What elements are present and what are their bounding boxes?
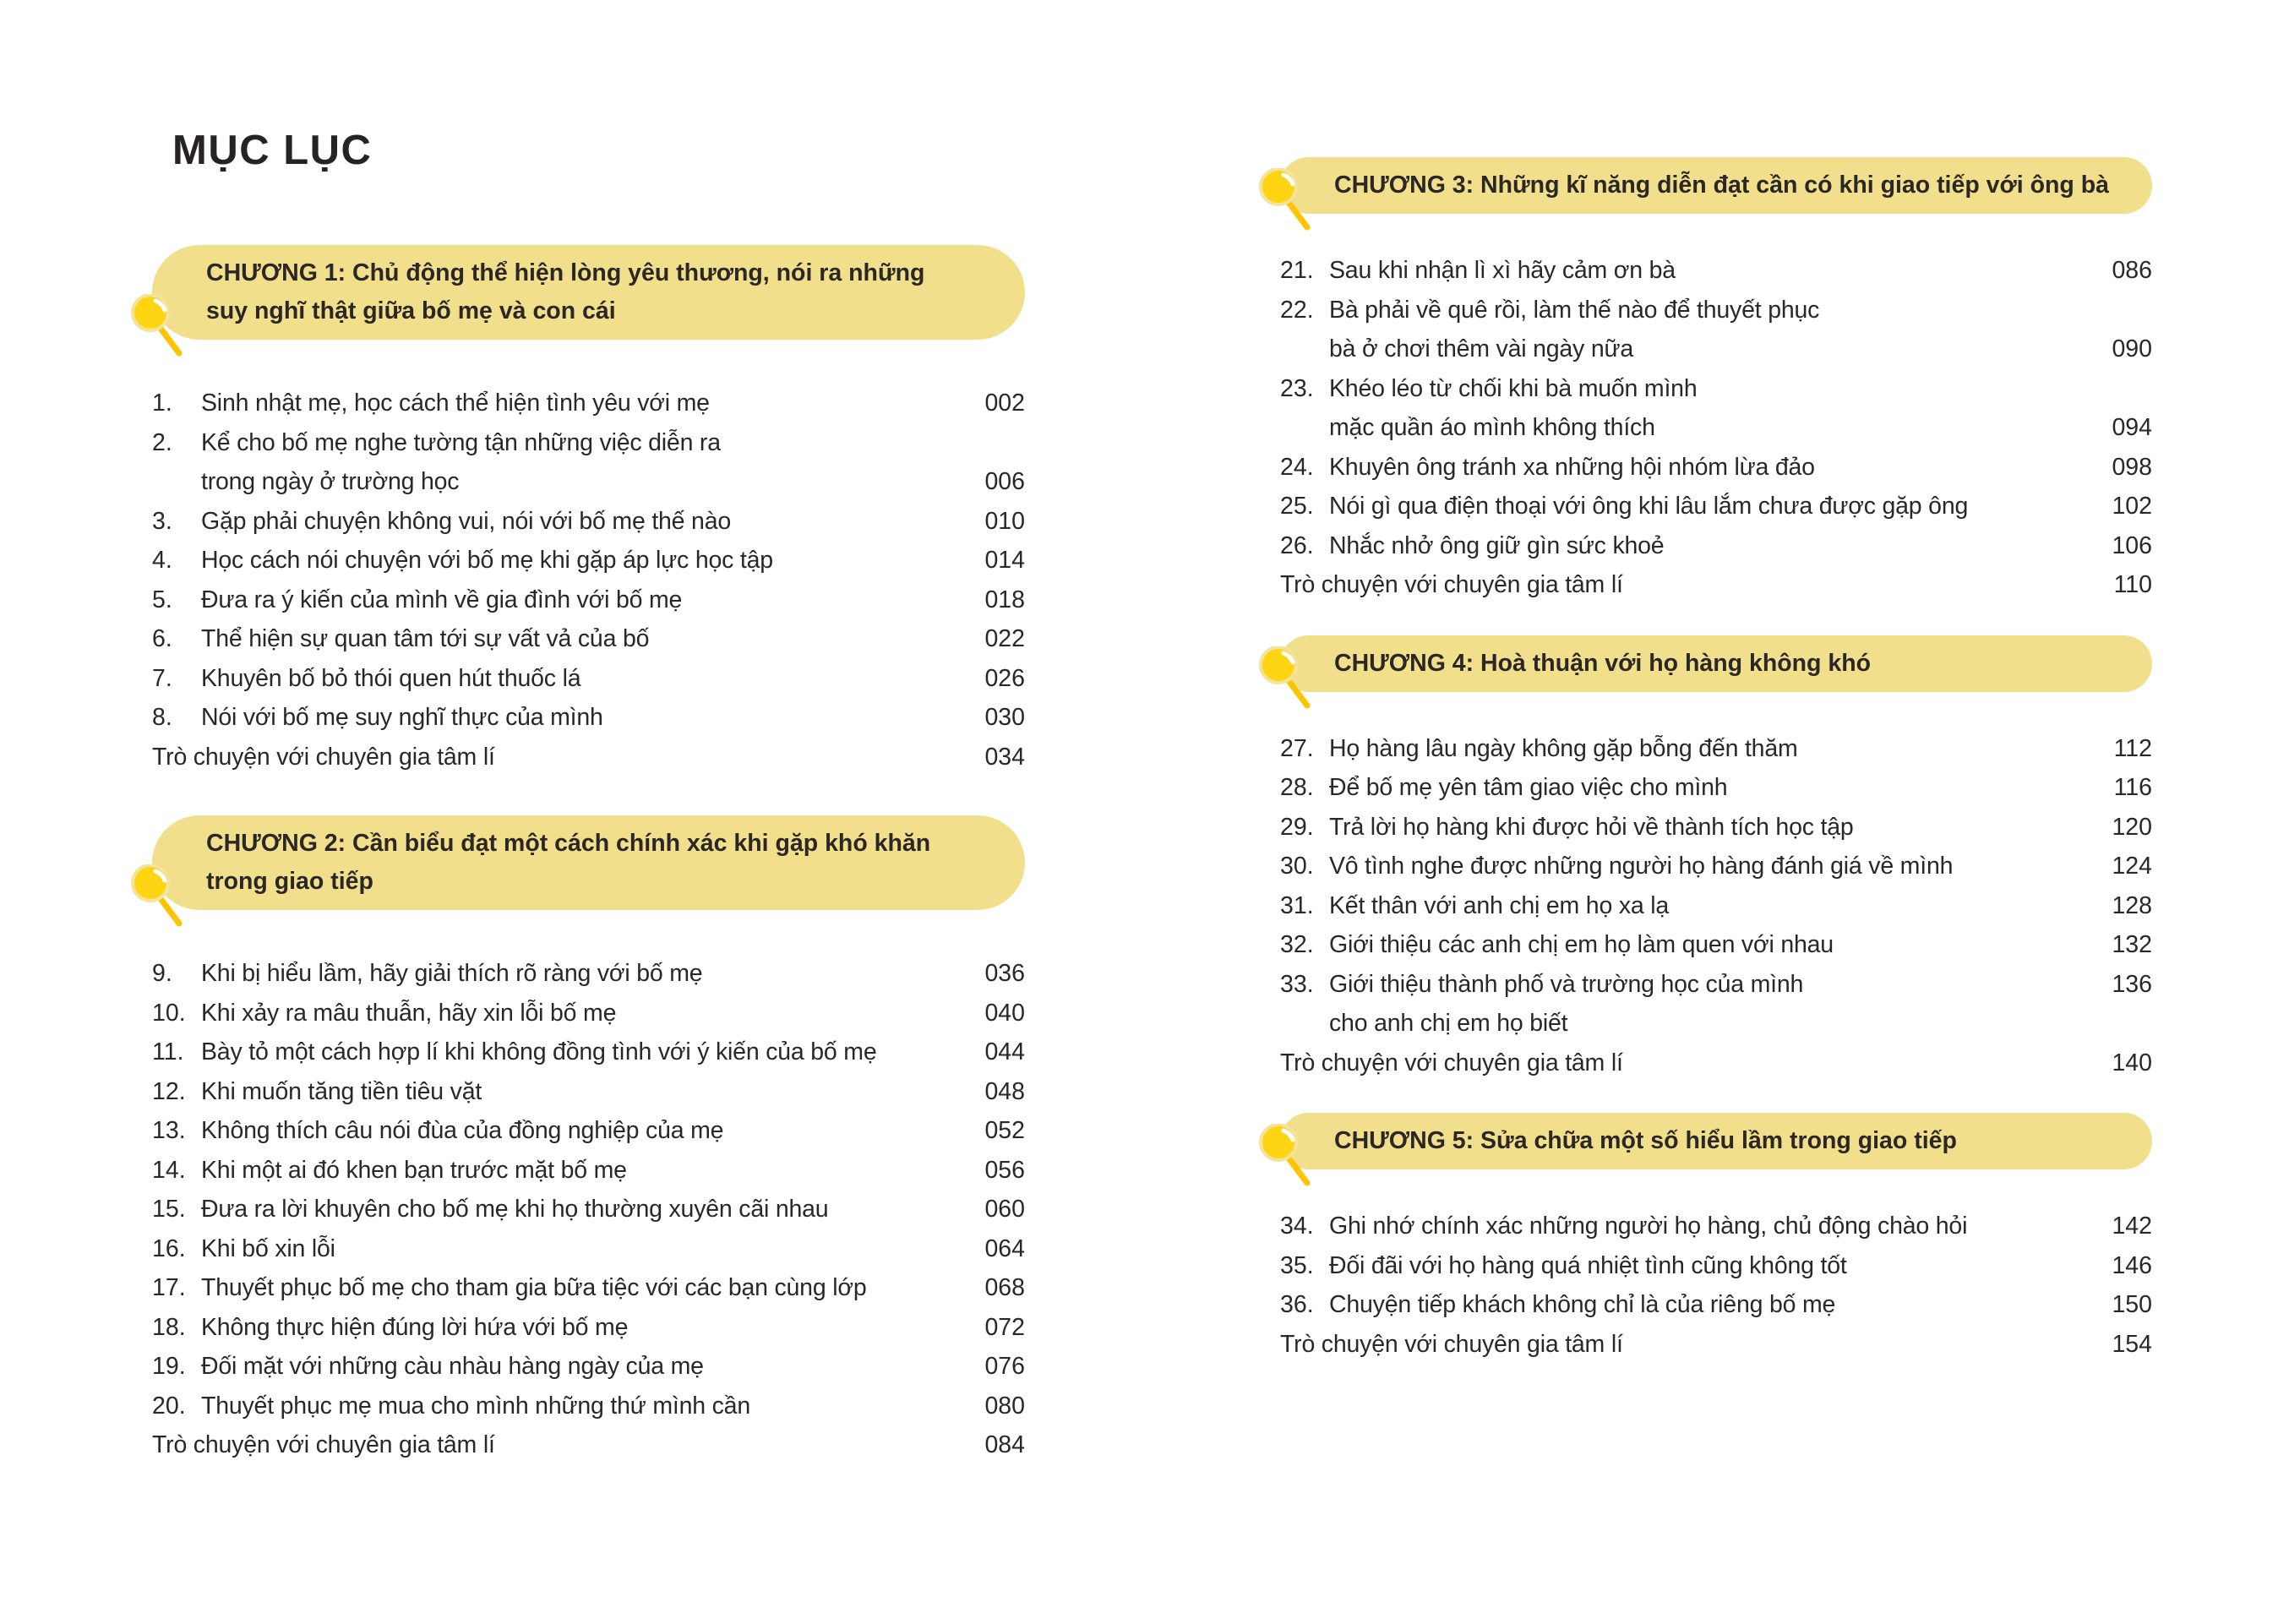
entry-text: Khi muốn tăng tiền tiêu vặt (201, 1077, 482, 1105)
entry-page-number: 106 (2112, 531, 2152, 559)
entry-text: Bà phải về quê rồi, làm thế nào để thuyết phục (1329, 296, 1820, 324)
entry-text: Trò chuyện với chuyên gia tâm lí (1280, 1049, 1623, 1076)
entry-number: 9. (152, 960, 172, 987)
toc-entry (1280, 369, 2152, 409)
entry-page-number: 014 (984, 547, 1025, 574)
entry-page-number: 052 (984, 1117, 1025, 1144)
pushpin-icon (130, 864, 191, 927)
toc-entry (1280, 526, 2152, 566)
entry-number: 16. (152, 1234, 186, 1262)
entry-text: Họ hàng lâu ngày không gặp bỗng đến thăm (1329, 734, 1798, 762)
entry-number: 21. (1280, 257, 1314, 284)
chapter-banner (152, 245, 1025, 340)
entry-number: 31. (1280, 891, 1314, 919)
toc-entry (152, 1072, 1025, 1112)
entry-text: Trò chuyện với chuyên gia tâm lí (1280, 571, 1623, 598)
entry-number: 28. (1280, 774, 1314, 801)
pushpin-icon (1258, 168, 1319, 231)
entry-page-number: 090 (2112, 335, 2152, 362)
column-left (152, 245, 1025, 1504)
entry-page-number: 044 (984, 1038, 1025, 1065)
entry-text: Đối đãi với họ hàng quá nhiệt tình cũng không tốt (1329, 1251, 1847, 1279)
entry-text: Bày tỏ một cách hợp lí khi không đồng tình với ý kiến của bố mẹ (201, 1038, 877, 1065)
entry-text: Nói với bố mẹ suy nghĩ thực của mình (201, 704, 603, 731)
entry-page-number: 146 (2112, 1251, 2152, 1279)
toc-expert-talk-entry (1280, 565, 2152, 605)
entry-number: 4. (152, 547, 172, 574)
entry-page-number: 112 (2113, 734, 2152, 762)
chapter-banner (1280, 635, 2152, 692)
chapter-entries (1280, 729, 2152, 1083)
toc-entry (152, 994, 1025, 1033)
toc-expert-talk-entry (152, 1425, 1025, 1465)
entry-page-number: 140 (2112, 1049, 2152, 1076)
entry-text: cho anh chị em họ biết (1329, 1010, 1568, 1037)
toc-entry (152, 1229, 1025, 1269)
toc-entry (152, 1151, 1025, 1191)
toc-entry (1280, 291, 2152, 330)
entry-text: Khi bị hiểu lầm, hãy giải thích rõ ràng với bố mẹ (201, 960, 703, 987)
entry-text: Không thích câu nói đùa của đồng nghiệp của mẹ (201, 1117, 724, 1144)
chapter-title: CHƯƠNG 2: Cần biểu đạt một cách chính xác khi gặp khó khăn (206, 830, 931, 857)
toc-entry (1280, 808, 2152, 847)
entry-number: 13. (152, 1117, 186, 1144)
entry-text: Kết thân với anh chị em họ xa lạ (1329, 891, 1670, 919)
entry-text: Sinh nhật mẹ, học cách thể hiện tình yêu với mẹ (201, 390, 710, 417)
entry-text: Trò chuyện với chuyên gia tâm lí (152, 1431, 495, 1458)
chapter-section (1280, 1113, 2152, 1364)
entry-text: Khuyên bố bỏ thói quen hút thuốc lá (201, 664, 581, 692)
entry-page-number: 094 (2112, 414, 2152, 441)
entry-text: Vô tình nghe được những người họ hàng đánh giá về mình (1329, 853, 1954, 880)
entry-number: 24. (1280, 453, 1314, 481)
entry-page-number: 034 (984, 743, 1025, 771)
chapter-title: CHƯƠNG 4: Hoà thuận với họ hàng không khó (1334, 649, 1872, 677)
toc-expert-talk-entry (1280, 1044, 2152, 1083)
toc-entry (1280, 847, 2152, 886)
chapter-title: CHƯƠNG 5: Sửa chữa một số hiểu lầm trong giao tiếp (1334, 1127, 1957, 1154)
entry-text: Thể hiện sự quan tâm tới sự vất vả của bố (201, 625, 650, 652)
entry-number: 8. (152, 704, 172, 731)
entry-text: Khi xảy ra mâu thuẫn, hãy xin lỗi bố mẹ (201, 999, 617, 1027)
entry-page-number: 040 (984, 999, 1025, 1027)
chapter-section (1280, 635, 2152, 1083)
toc-entry (152, 1387, 1025, 1426)
toc-entry (1280, 768, 2152, 808)
entry-page-number: 116 (2113, 774, 2152, 801)
entry-text: Khuyên ông tránh xa những hội nhóm lừa đảo (1329, 453, 1815, 481)
entry-number: 35. (1280, 1251, 1314, 1279)
toc-entry (1280, 487, 2152, 526)
entry-text: Giới thiệu thành phố và trường học của mình (1329, 970, 1804, 998)
entry-page-number: 026 (984, 664, 1025, 692)
entry-page-number: 072 (984, 1313, 1025, 1341)
chapter-banner (152, 815, 1025, 910)
entry-number: 23. (1280, 374, 1314, 402)
entry-text: Thuyết phục bố mẹ cho tham gia bữa tiệc với các bạn cùng lớp (201, 1274, 867, 1301)
entry-text: Học cách nói chuyện với bố mẹ khi gặp áp lực học tập (201, 547, 773, 574)
entry-number: 26. (1280, 531, 1314, 559)
entry-number: 14. (152, 1156, 186, 1184)
entry-number: 30. (1280, 853, 1314, 880)
entry-page-number: 048 (984, 1077, 1025, 1105)
entry-text: Trả lời họ hàng khi được hỏi về thành tích học tập (1329, 813, 1854, 841)
entry-text: Kể cho bố mẹ nghe tường tận những việc diễn ra (201, 428, 721, 456)
entry-number: 18. (152, 1313, 186, 1341)
toc-entry (1280, 1207, 2152, 1246)
entry-page-number: 142 (2112, 1213, 2152, 1240)
toc-entry (152, 619, 1025, 659)
toc-entry (152, 384, 1025, 423)
toc-entry (1280, 408, 2152, 448)
entry-text: Chuyện tiếp khách không chỉ là của riêng bố mẹ (1329, 1291, 1836, 1318)
toc-entry (152, 580, 1025, 620)
entry-page-number: 002 (984, 390, 1025, 417)
entry-text: Nói gì qua điện thoại với ông khi lâu lắm chưa được gặp ông (1329, 493, 1969, 520)
entry-page-number: 086 (2112, 257, 2152, 284)
chapter-entries (1280, 1207, 2152, 1364)
toc-entry (1280, 448, 2152, 488)
toc-entry (152, 1308, 1025, 1348)
chapter-banner (1280, 157, 2152, 214)
toc-entry (152, 1268, 1025, 1308)
entry-text: Nhắc nhở ông giữ gìn sức khoẻ (1329, 531, 1665, 559)
toc-expert-talk-entry (1280, 1325, 2152, 1365)
entry-page-number: 128 (2112, 891, 2152, 919)
toc-entry (152, 1190, 1025, 1229)
toc-entry (1280, 330, 2152, 369)
entry-number: 17. (152, 1274, 186, 1301)
toc-expert-talk-entry (152, 738, 1025, 777)
toc-entry (1280, 1004, 2152, 1044)
chapter-entries (1280, 251, 2152, 605)
entry-text: Đưa ra lời khuyên cho bố mẹ khi họ thường xuyên cãi nhau (201, 1196, 829, 1223)
chapter-section (1280, 157, 2152, 605)
entry-number: 33. (1280, 970, 1314, 998)
entry-number: 15. (152, 1196, 186, 1223)
toc-entry (152, 423, 1025, 463)
entry-text: Khi bố xin lỗi (201, 1234, 335, 1262)
entry-text: Trò chuyện với chuyên gia tâm lí (1280, 1330, 1623, 1358)
toc-entry (152, 541, 1025, 580)
entry-page-number: 098 (2112, 453, 2152, 481)
toc-entry (1280, 886, 2152, 926)
entry-page-number: 120 (2112, 813, 2152, 841)
entry-page-number: 064 (984, 1234, 1025, 1262)
toc-entry (1280, 925, 2152, 965)
entry-page-number: 124 (2112, 853, 2152, 880)
pushpin-icon (1258, 1124, 1319, 1186)
toc-entry (1280, 1285, 2152, 1325)
chapter-entries (152, 954, 1025, 1465)
entry-page-number: 102 (2112, 493, 2152, 520)
chapter-banner (1280, 1113, 2152, 1169)
toc-entry (152, 462, 1025, 502)
entry-number: 2. (152, 428, 172, 456)
entry-page-number: 068 (984, 1274, 1025, 1301)
entry-page-number: 060 (984, 1196, 1025, 1223)
entry-page-number: 056 (984, 1156, 1025, 1184)
chapter-title: trong giao tiếp (206, 868, 373, 895)
entry-page-number: 110 (2113, 571, 2152, 598)
entry-number: 19. (152, 1353, 186, 1380)
chapter-entries (152, 384, 1025, 777)
entry-page-number: 080 (984, 1392, 1025, 1420)
toc-entry (1280, 729, 2152, 769)
column-right (1280, 157, 2152, 1394)
entry-number: 3. (152, 507, 172, 535)
entry-number: 20. (152, 1392, 186, 1420)
toc-entry (152, 698, 1025, 738)
entry-page-number: 018 (984, 586, 1025, 613)
entry-number: 10. (152, 999, 186, 1027)
entry-page-number: 036 (984, 960, 1025, 987)
toc-entry (152, 502, 1025, 542)
entry-page-number: 132 (2112, 931, 2152, 958)
entry-text: Khéo léo từ chối khi bà muốn mình (1329, 374, 1698, 402)
entry-number: 34. (1280, 1213, 1314, 1240)
entry-number: 32. (1280, 931, 1314, 958)
entry-text: Trò chuyện với chuyên gia tâm lí (152, 743, 495, 771)
chapter-section (152, 815, 1025, 1465)
entry-text: Giới thiệu các anh chị em họ làm quen với nhau (1329, 931, 1834, 958)
entry-number: 12. (152, 1077, 186, 1105)
entry-number: 27. (1280, 734, 1314, 762)
entry-page-number: 154 (2112, 1330, 2152, 1358)
toc-entry (1280, 1246, 2152, 1286)
pushpin-icon (1258, 646, 1319, 709)
entry-text: trong ngày ở trường học (201, 468, 460, 495)
entry-text: Thuyết phục mẹ mua cho mình những thứ mình cần (201, 1392, 750, 1420)
toc-entry (152, 954, 1025, 994)
toc-entry (152, 1033, 1025, 1072)
entry-number: 22. (1280, 296, 1314, 324)
entry-number: 7. (152, 664, 172, 692)
entry-number: 11. (152, 1038, 184, 1065)
entry-page-number: 022 (984, 625, 1025, 652)
entry-number: 6. (152, 625, 172, 652)
entry-text: Để bố mẹ yên tâm giao việc cho mình (1329, 774, 1728, 801)
entry-text: Gặp phải chuyện không vui, nói với bố mẹ thế nào (201, 507, 732, 535)
entry-number: 36. (1280, 1291, 1314, 1318)
entry-page-number: 150 (2112, 1291, 2152, 1318)
entry-text: Sau khi nhận lì xì hãy cảm ơn bà (1329, 257, 1676, 284)
chapter-section (152, 245, 1025, 777)
toc-entry (152, 659, 1025, 699)
entry-text: Khi một ai đó khen bạn trước mặt bố mẹ (201, 1156, 627, 1184)
entry-page-number: 006 (984, 468, 1025, 495)
toc-entry (1280, 965, 2152, 1005)
toc-entry (152, 1347, 1025, 1387)
entry-page-number: 076 (984, 1353, 1025, 1380)
chapter-title: suy nghĩ thật giữa bố mẹ và con cái (206, 297, 616, 324)
entry-page-number: 136 (2112, 970, 2152, 998)
chapter-title: CHƯƠNG 3: Những kĩ năng diễn đạt cần có khi giao tiếp với ông bà (1334, 172, 2110, 199)
toc-entry (1280, 251, 2152, 291)
chapter-title: CHƯƠNG 1: Chủ động thể hiện lòng yêu thương, nói ra những (206, 259, 925, 286)
entry-text: Đưa ra ý kiến của mình về gia đình với bố mẹ (201, 586, 683, 613)
entry-text: Ghi nhớ chính xác những người họ hàng, chủ động chào hỏi (1329, 1213, 1968, 1240)
entry-page-number: 084 (984, 1431, 1025, 1458)
entry-number: 29. (1280, 813, 1314, 841)
entry-number: 5. (152, 586, 172, 613)
entry-number: 25. (1280, 493, 1314, 520)
entry-text: mặc quần áo mình không thích (1329, 414, 1655, 441)
entry-number: 1. (152, 390, 172, 417)
entry-page-number: 030 (984, 704, 1025, 731)
entry-page-number: 010 (984, 507, 1025, 535)
pushpin-icon (130, 294, 191, 357)
entry-text: bà ở chơi thêm vài ngày nữa (1329, 335, 1633, 362)
entry-text: Không thực hiện đúng lời hứa với bố mẹ (201, 1313, 629, 1341)
page-title: MỤC LỤC (172, 128, 373, 173)
toc-entry (152, 1111, 1025, 1151)
entry-text: Đối mặt với những càu nhàu hàng ngày của mẹ (201, 1353, 704, 1380)
